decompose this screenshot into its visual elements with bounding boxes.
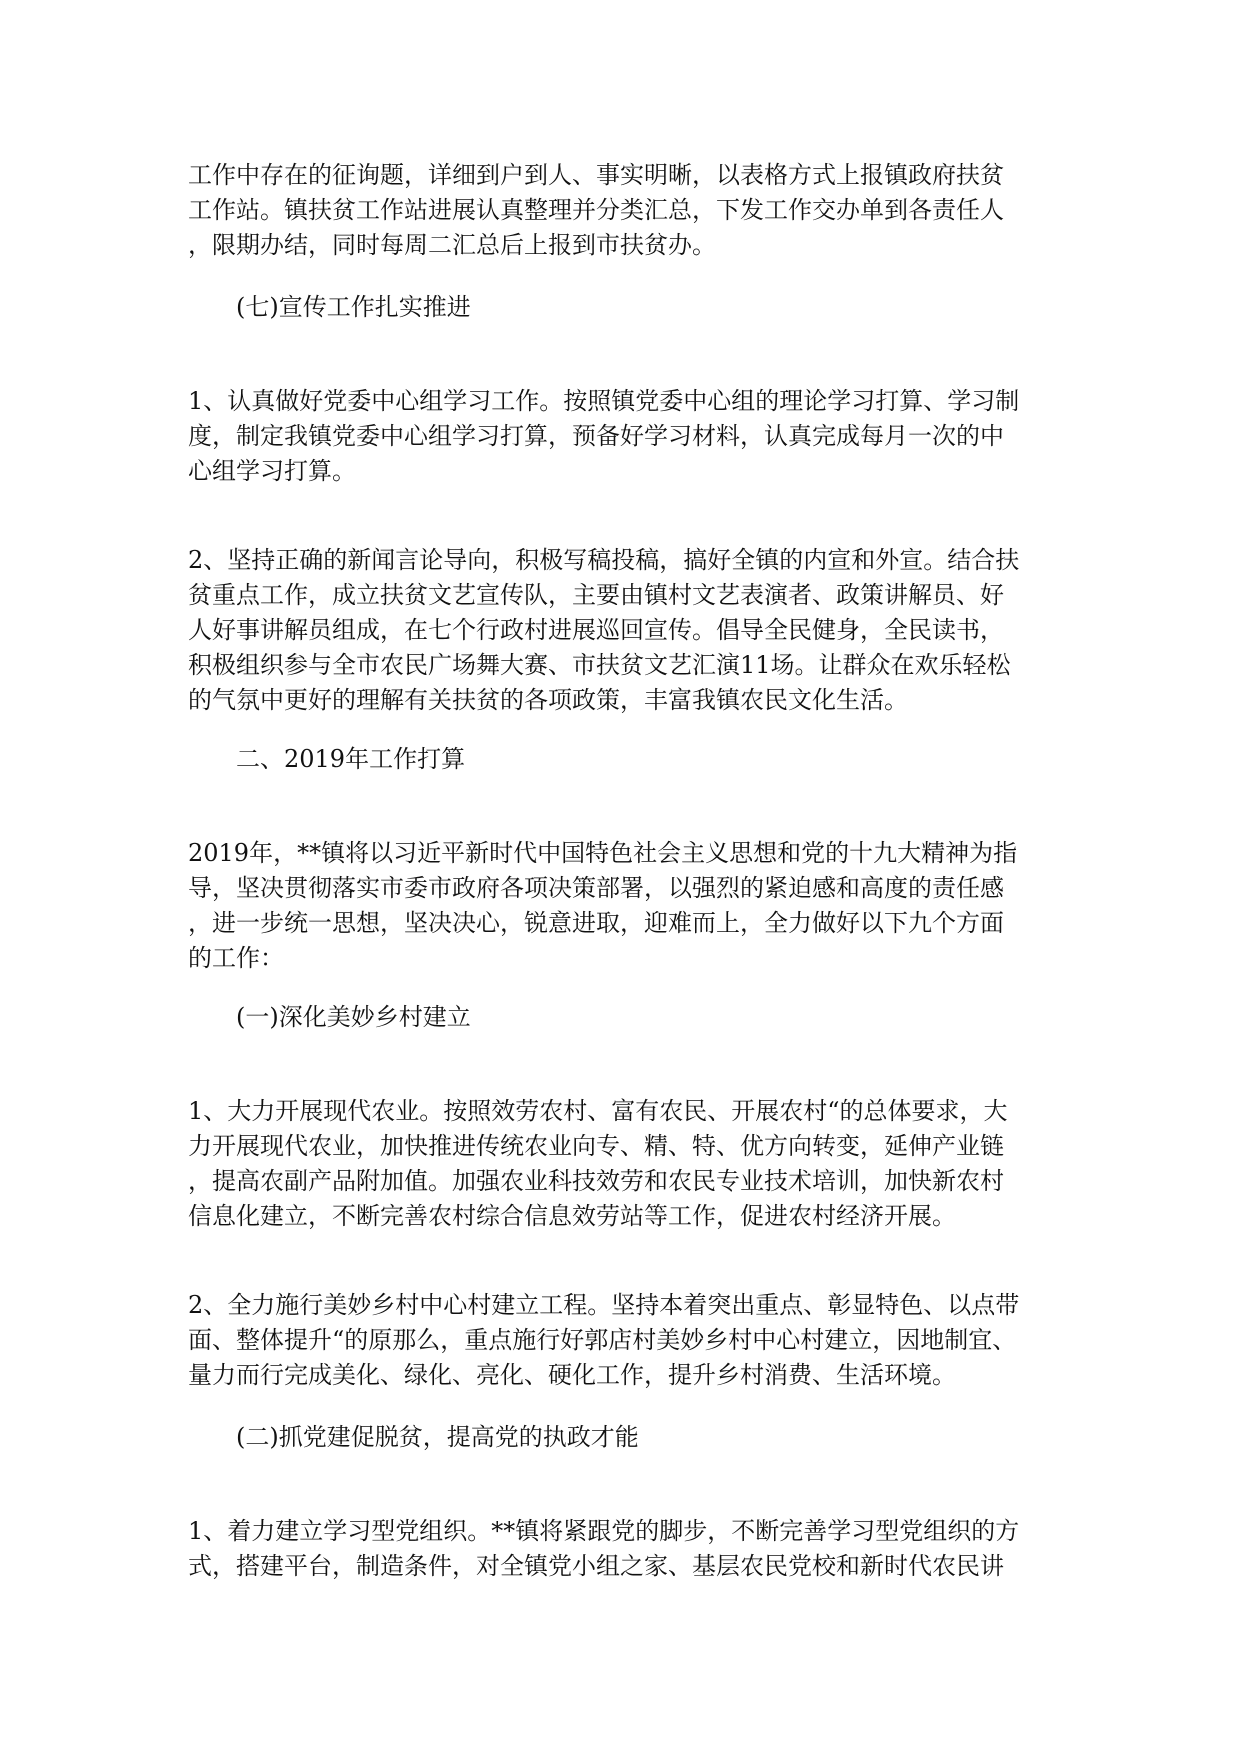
section-heading-publicity: (七)宣传工作扎实推进 — [236, 293, 471, 321]
text-line: 1、认真做好党委中心组学习工作。按照镇党委中心组的理论学习打算、学习制 — [188, 387, 1020, 415]
text-line: 信息化建立，不断完善农村综合信息效劳站等工作，促进农村经济开展。 — [188, 1202, 956, 1230]
text-line: 度，制定我镇党委中心组学习打算，预备好学习材料，认真完成每月一次的中 — [188, 422, 1004, 450]
paragraph-poverty-reporting — [188, 158, 1004, 263]
paragraph-learning-party-org — [188, 1514, 1019, 1584]
paragraph-village-center-project — [188, 1288, 1019, 1393]
text-line: 导，坚决贯彻落实市委市政府各项决策部署，以强烈的紧迫感和高度的责任感 — [188, 874, 1004, 902]
text-line: ，进一步统一思想，坚决决心，锐意进取，迎难而上，全力做好以下九个方面 — [188, 909, 1004, 937]
text-line: 1、大力开展现代农业。按照效劳农村、富有农民、开展农村“的总体要求，大 — [188, 1097, 1008, 1125]
text-line: ，提高农副产品附加值。加强农业科技效劳和农民专业技术培训，加快新农村 — [188, 1167, 1004, 1195]
text-line: 式，搭建平台，制造条件，对全镇党小组之家、基层农民党校和新时代农民讲 — [188, 1552, 1004, 1580]
text-line: 的工作： — [188, 944, 284, 972]
text-line: 1、着力建立学习型党组织。**镇将紧跟党的脚步，不断完善学习型党组织的方 — [188, 1517, 1020, 1545]
section-heading-2019-plan: 二、2019年工作打算 — [236, 745, 466, 773]
paragraph-party-study — [188, 384, 1019, 489]
text-line: ，限期办结，同时每周二汇总后上报到市扶贫办。 — [188, 231, 716, 259]
section-heading-party-building: (二)抓党建促脱贫，提高党的执政才能 — [236, 1423, 639, 1451]
paragraph-2019-overview — [188, 836, 1017, 976]
text-line: 面、整体提升“的原那么，重点施行好郭店村美妙乡村中心村建立，因地制宜、 — [188, 1326, 1017, 1354]
text-line: 2019年，**镇将以习近平新时代中国特色社会主义思想和党的十九大精神为指 — [188, 839, 1018, 867]
text-line: 量力而行完成美化、绿化、亮化、硬化工作，提升乡村消费、生活环境。 — [188, 1361, 956, 1389]
text-line: 的气氛中更好的理解有关扶贫的各项政策，丰富我镇农民文化生活。 — [188, 686, 908, 714]
text-line: 心组学习打算。 — [188, 457, 356, 485]
text-line: 工作站。镇扶贫工作站进展认真整理并分类汇总，下发工作交办单到各责任人 — [188, 196, 1004, 224]
text-line: 贫重点工作，成立扶贫文艺宣传队，主要由镇村文艺表演者、政策讲解员、好 — [188, 581, 1004, 609]
paragraph-modern-agriculture — [188, 1094, 1008, 1234]
text-line: 力开展现代农业，加快推进传统农业向专、精、特、优方向转变，延伸产业链 — [188, 1132, 1004, 1160]
section-heading-beautiful-village: (一)深化美妙乡村建立 — [236, 1003, 471, 1031]
text-line: 2、全力施行美妙乡村中心村建立工程。坚持本着突出重点、彰显特色、以点带 — [188, 1291, 1020, 1319]
text-line: 工作中存在的征询题，详细到户到人、事实明晰，以表格方式上报镇政府扶贫 — [188, 161, 1004, 189]
paragraph-news-publicity — [188, 543, 1019, 718]
text-line: 人好事讲解员组成，在七个行政村进展巡回宣传。倡导全民健身，全民读书， — [188, 616, 1004, 644]
text-line: 积极组织参与全市农民广场舞大赛、市扶贫文艺汇演11场。让群众在欢乐轻松 — [188, 651, 1011, 679]
text-line: 2、坚持正确的新闻言论导向，积极写稿投稿，搞好全镇的内宣和外宣。结合扶 — [188, 546, 1020, 574]
